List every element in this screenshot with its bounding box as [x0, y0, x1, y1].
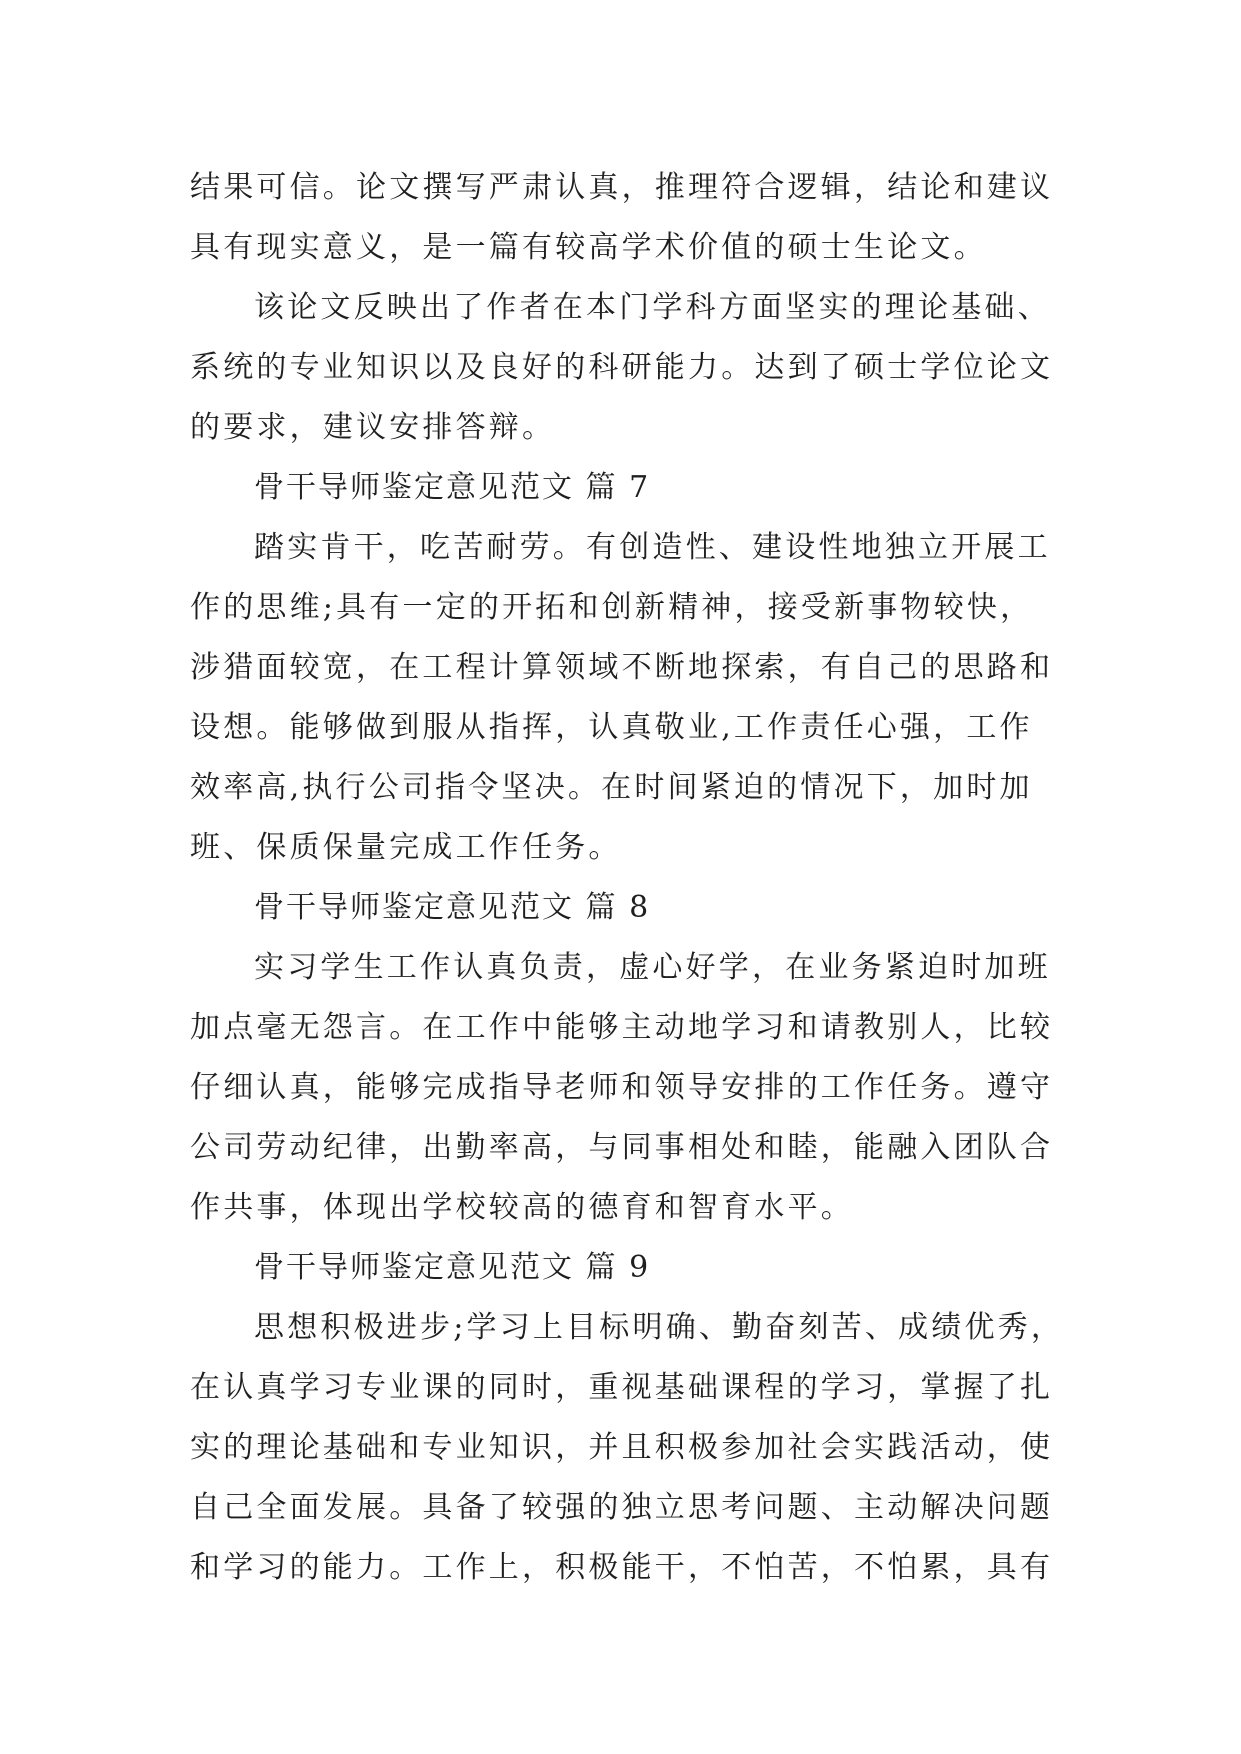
text-line: 设想。能够做到服从指挥，认真敬业,工作责任心强，工作: [190, 710, 1033, 745]
text-line: 结果可信。论文撰写严肃认真，推理符合逻辑，结论和建议: [190, 170, 1054, 205]
text-line: 该论文反映出了作者在本门学科方面坚实的理论基础、: [254, 290, 1051, 325]
text-line: 在认真学习专业课的同时，重视基础课程的学习，掌握了扎: [190, 1370, 1054, 1405]
section-heading: 骨干导师鉴定意见范文 篇 8: [254, 890, 651, 925]
text-line: 加点毫无怨言。在工作中能够主动地学习和请教别人，比较: [190, 1010, 1054, 1045]
section-heading: 骨干导师鉴定意见范文 篇 7: [254, 470, 651, 505]
text-line: 系统的专业知识以及良好的科研能力。达到了硕士学位论文: [190, 350, 1054, 385]
text-line: 和学习的能力。工作上，积极能干，不怕苦，不怕累，具有: [190, 1550, 1054, 1585]
text-line: 涉猎面较宽，在工程计算领域不断地探索，有自己的思路和: [190, 650, 1054, 685]
text-line: 作的思维;具有一定的开拓和创新精神，接受新事物较快，: [190, 590, 1034, 625]
text-line: 实习学生工作认真负责，虚心好学，在业务紧迫时加班: [254, 950, 1051, 985]
text-line: 作共事，体现出学校较高的德育和智育水平。: [190, 1190, 854, 1225]
section-heading: 骨干导师鉴定意见范文 篇 9: [254, 1250, 651, 1285]
text-line: 思想积极进步;学习上目标明确、勤奋刻苦、成绩优秀，: [254, 1310, 1065, 1345]
text-line: 实的理论基础和专业知识，并且积极参加社会实践活动，使: [190, 1430, 1054, 1465]
text-line: 具有现实意义，是一篇有较高学术价值的硕士生论文。: [190, 230, 987, 265]
text-line: 自己全面发展。具备了较强的独立思考问题、主动解决问题: [190, 1490, 1054, 1525]
document-body: [190, 158, 1065, 1598]
text-line: 踏实肯干，吃苦耐劳。有创造性、建设性地独立开展工: [254, 530, 1051, 565]
text-line: 效率高,执行公司指令坚决。在时间紧迫的情况下，加时加: [190, 770, 1033, 805]
text-line: 仔细认真，能够完成指导老师和领导安排的工作任务。遵守: [190, 1070, 1054, 1105]
text-line: 的要求，建议安排答辩。: [190, 410, 556, 445]
text-line: 公司劳动纪律，出勤率高，与同事相处和睦，能融入团队合: [190, 1130, 1054, 1165]
text-line: 班、保质保量完成工作任务。: [190, 830, 622, 865]
